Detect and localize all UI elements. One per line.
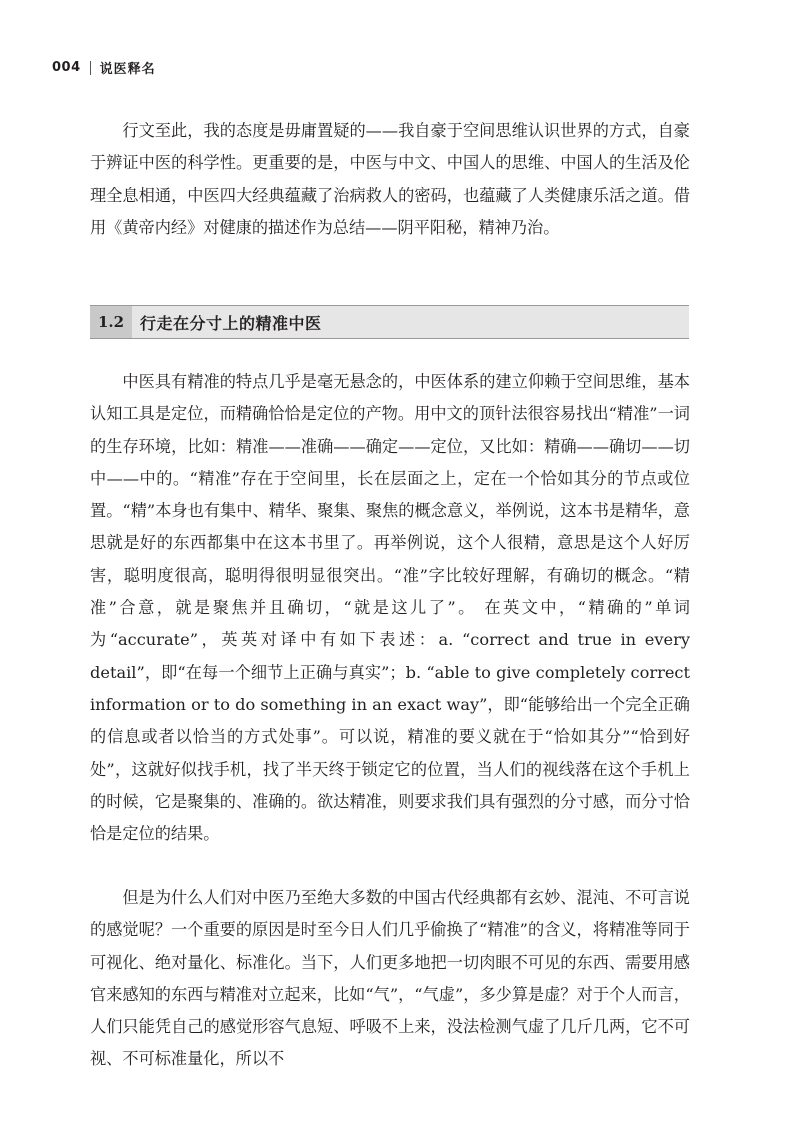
section-heading [90,305,689,339]
section-title: 行走在分寸上的精准中医 [140,313,322,333]
page-number: 004 [52,60,81,75]
header-divider [90,61,91,75]
running-header [52,58,156,77]
paragraph-precision-definition: 中医具有精准的特点几乎是毫无悬念的，中医体系的建立仰赖于空间思维，基本认知工具是定位，而精确恰恰是定位的产物。用中文的顶针法很容易找出“精准”一词的生存环境，比如：精准——准确——确定——定位，又比如：精确——确切——切中——中的。“精准”存在于空间里，长在层面之上，定在一个恰如其分的节点或位置。“精”本身也有集中、精华、聚集、聚焦的概念意义，举例说，这本书是精华，意思就是好的东西都集中在这本书里了。再举例说，这个人很精，意思是这个人好厉害，聪明度很高，聪明得很明显很突出。“准”字比较好理解，有确切的概念。“精准”合意，就是聚焦并且确切，“就是这儿了”。 在英文中，“精确的”单词为“accurate”，英英对译中有如下表述：a. “correct and true in every detail”，即“在每一个细节上正确与真实”；b. “able to give completely correct information or to do something in an exact way”，即“能够给出一个完全正确的信息或者以恰当的方式处事”。可以说，精准的要义就在于“恰如其分”“恰到好处”，这就好似找手机，找了半天终于锁定它的位置，当人们的视线落在这个手机上的时候，它是聚集的、准确的。欲达精准，则要求我们具有强烈的分寸感，而分寸恰恰是定位的结果。 [90,372,690,844]
section-number: 1.2 [90,306,132,338]
paragraph-intro-conclusion: 行文至此，我的态度是毋庸置疑的——我自豪于空间思维认识世界的方式，自豪于辨证中医的科学性。更重要的是，中医与中文、中国人的思维、中国人的生活及伦理全息相通，中医四大经典蕴藏了治病救人的密码，也蕴藏了人类健康乐活之道。借用《黄帝内经》对健康的描述作为总结——阴平阳秘，精神乃治。 [90,121,690,237]
book-title: 说医释名 [99,62,156,77]
paragraph-precision-misconception: 但是为什么人们对中医乃至绝大多数的中国古代经典都有玄妙、混沌、不可言说的感觉呢？一个重要的原因是时至今日人们几乎偷换了“精准”的含义，将精准等同于可视化、绝对量化、标准化。当下，人们更多地把一切肉眼不可见的东西、需要用感官来感知的东西与精准对立起来，比如“气”，“气虚”，多少算是虚？对于个人而言，人们只能凭自己的感觉形容气息短、呼吸不上来，没法检测气虚了几斤几两，它不可视、不可标准量化，所以不 [90,888,690,1069]
